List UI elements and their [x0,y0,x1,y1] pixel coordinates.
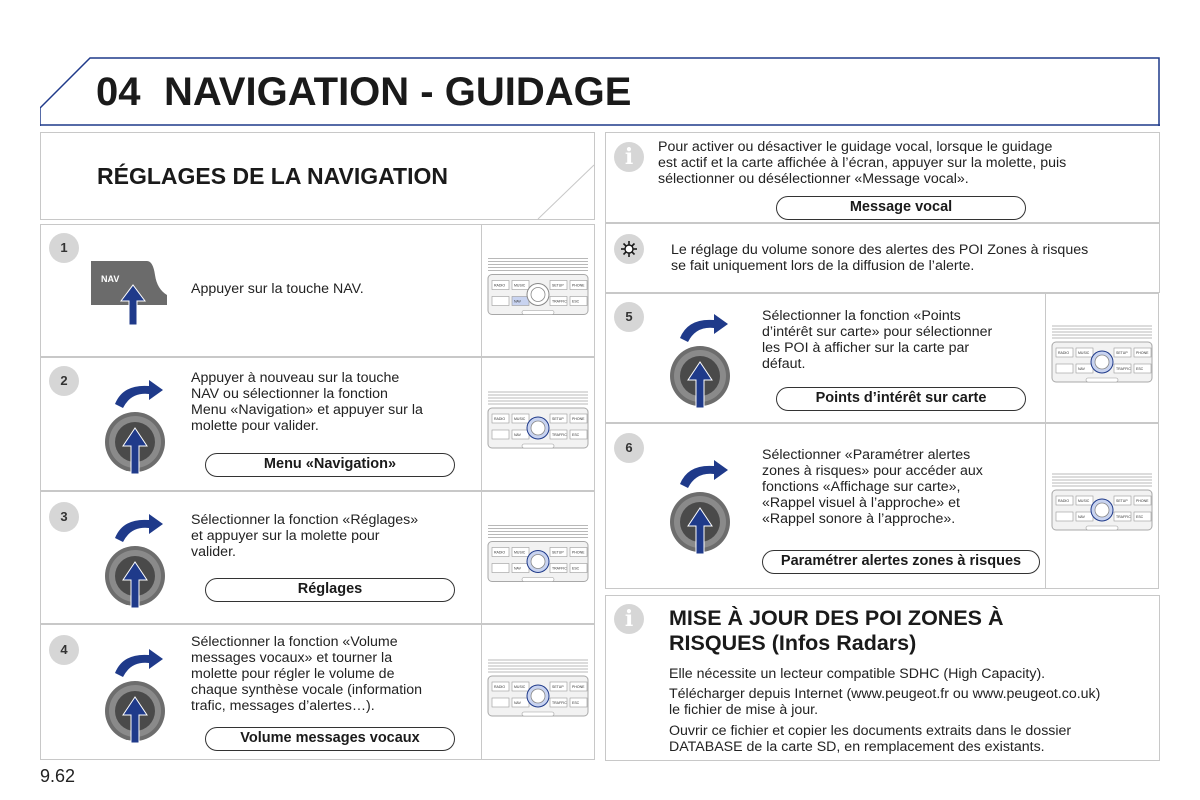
svg-text:PHONE: PHONE [1136,351,1149,355]
console-thumbnail [481,624,595,760]
step-number-badge: 6 [614,433,644,463]
svg-text:SETUP: SETUP [552,417,564,421]
menu-navigation-button[interactable]: Menu «Navigation» [205,453,455,477]
chapter-number: 04 [96,70,141,114]
update-panel [605,595,1160,761]
svg-text:SETUP: SETUP [1116,351,1128,355]
svg-text:NAV: NAV [514,433,521,437]
console-thumbnail [1045,293,1159,423]
svg-text:MUSIC: MUSIC [514,550,526,555]
svg-text:MUSIC: MUSIC [1078,351,1090,355]
svg-text:TRAFFIC: TRAFFIC [552,299,567,304]
svg-text:RADIO: RADIO [494,550,506,555]
rotary-knob-icon [101,374,181,474]
svg-text:MUSIC: MUSIC [514,685,526,689]
svg-text:ESC: ESC [1136,367,1144,371]
info-voice-text: Pour activer ou désactiver le guidage vocal, lorsque le guidage est actif et la carte affichée à l’écran, appuyer sur la molette, puis sélectionner ou désélectionner «Message vocal». [658,139,1067,187]
chapter-title: NAVIGATION - GUIDAGE [164,70,632,114]
step-5 [605,293,1045,423]
chapter-header [40,56,1160,126]
step-1 [40,224,481,357]
svg-text:SETUP: SETUP [1116,499,1128,503]
points-interet-carte-button[interactable]: Points d’intérêt sur carte [776,387,1026,411]
svg-text:RADIO: RADIO [494,685,506,689]
step-text: Sélectionner la fonction «Points d’intérêt sur carte» pour sélectionner les POI à afficher sur la carte par défaut. [762,308,993,372]
info-icon: i [614,604,644,634]
step-number-badge: 4 [49,635,79,665]
step-text: Sélectionner «Paramétrer alertes zones à risques» pour accéder aux fonctions «Affichage sur carte», «Rappel visuel à l’approche» et «Rappel sonore à l’approche». [762,447,983,527]
svg-text:MUSIC: MUSIC [514,417,526,421]
step-2 [40,357,481,491]
svg-text:PHONE: PHONE [572,417,585,421]
svg-text:NAV: NAV [1078,367,1085,371]
svg-text:NAV: NAV [1078,515,1085,519]
console-thumbnail [1045,423,1159,589]
console-thumbnail [481,357,595,491]
step-4 [40,624,481,760]
svg-text:TRAFFIC: TRAFFIC [552,701,567,705]
section-title: RÉGLAGES DE LA NAVIGATION [97,163,448,189]
section-title-panel [40,132,595,220]
svg-text:PHONE: PHONE [1136,499,1149,503]
console-thumbnail [481,224,595,357]
update-title: MISE À JOUR DES POI ZONES À RISQUES (Infos Radars) [669,606,1004,655]
svg-text:PHONE: PHONE [572,283,585,288]
svg-text:PHONE: PHONE [572,685,585,689]
svg-text:RADIO: RADIO [1058,499,1070,503]
console-thumbnail [481,491,595,624]
step-number-badge: 2 [49,366,79,396]
svg-text:RADIO: RADIO [1058,351,1070,355]
svg-text:RADIO: RADIO [494,283,506,288]
step-text: Sélectionner la fonction «Volume messages vocaux» et tourner la molette pour régler le volume de chaque synthèse vocale (information trafic, messages d’alertes…). [191,634,423,714]
rotary-knob-icon [101,508,181,608]
tip-poi-text: Le réglage du volume sonore des alertes des POI Zones à risques se fait uniquement lors de la diffusion de l’alerte. [671,242,1089,274]
svg-text:ESC: ESC [572,701,580,705]
nav-key-icon [89,255,169,335]
svg-text:TRAFFIC: TRAFFIC [552,433,567,437]
rotary-knob-icon [666,454,746,554]
message-vocal-button[interactable]: Message vocal [776,196,1026,220]
svg-text:RADIO: RADIO [494,417,506,421]
svg-text:NAV: NAV [514,566,521,571]
update-paragraph-2: Télécharger depuis Internet (www.peugeot.fr ou www.peugeot.co.uk) le fichier de mise à jour. [669,686,1101,718]
svg-text:TRAFFIC: TRAFFIC [552,566,567,571]
svg-text:TRAFFIC: TRAFFIC [1116,367,1131,371]
nav-key-label: NAV [101,274,120,284]
svg-text:ESC: ESC [572,299,580,304]
svg-text:SETUP: SETUP [552,550,564,555]
svg-text:MUSIC: MUSIC [514,283,526,288]
svg-text:ESC: ESC [1136,515,1144,519]
step-number-badge: 5 [614,302,644,332]
rotary-knob-icon [666,308,746,408]
step-6 [605,423,1045,589]
tip-poi-panel [605,223,1160,293]
svg-text:ESC: ESC [572,433,580,437]
page-number: 9.62 [40,766,76,786]
rotary-knob-icon [101,643,181,743]
svg-text:NAV: NAV [514,701,521,705]
tip-sun-icon [614,234,644,264]
info-voice-panel [605,132,1160,223]
svg-text:PHONE: PHONE [572,550,585,555]
svg-text:TRAFFIC: TRAFFIC [1116,515,1131,519]
svg-text:SETUP: SETUP [552,685,564,689]
step-3 [40,491,481,624]
svg-text:MUSIC: MUSIC [1078,499,1090,503]
svg-text:SETUP: SETUP [552,283,564,288]
update-paragraph-3: Ouvrir ce fichier et copier les documents extraits dans le dossier DATABASE de la carte SD, en remplacement des existants. [669,723,1072,755]
parametrer-alertes-button[interactable]: Paramétrer alertes zones à risques [762,550,1040,574]
info-icon: i [614,142,644,172]
reglages-button[interactable]: Réglages [205,578,455,602]
step-text: Appuyer à nouveau sur la touche NAV ou sélectionner la fonction Menu «Navigation» et appuyer sur la molette pour valider. [191,370,423,434]
step-number-badge: 1 [49,233,79,263]
step-text: Sélectionner la fonction «Réglages» et appuyer sur la molette pour valider. [191,512,419,560]
svg-text:NAV: NAV [514,299,521,304]
svg-text:ESC: ESC [572,566,580,571]
step-text: Appuyer sur la touche NAV. [191,281,364,297]
volume-messages-vocaux-button[interactable]: Volume messages vocaux [205,727,455,751]
update-paragraph-1: Elle nécessite un lecteur compatible SDHC (High Capacity). [669,666,1046,682]
step-number-badge: 3 [49,502,79,532]
